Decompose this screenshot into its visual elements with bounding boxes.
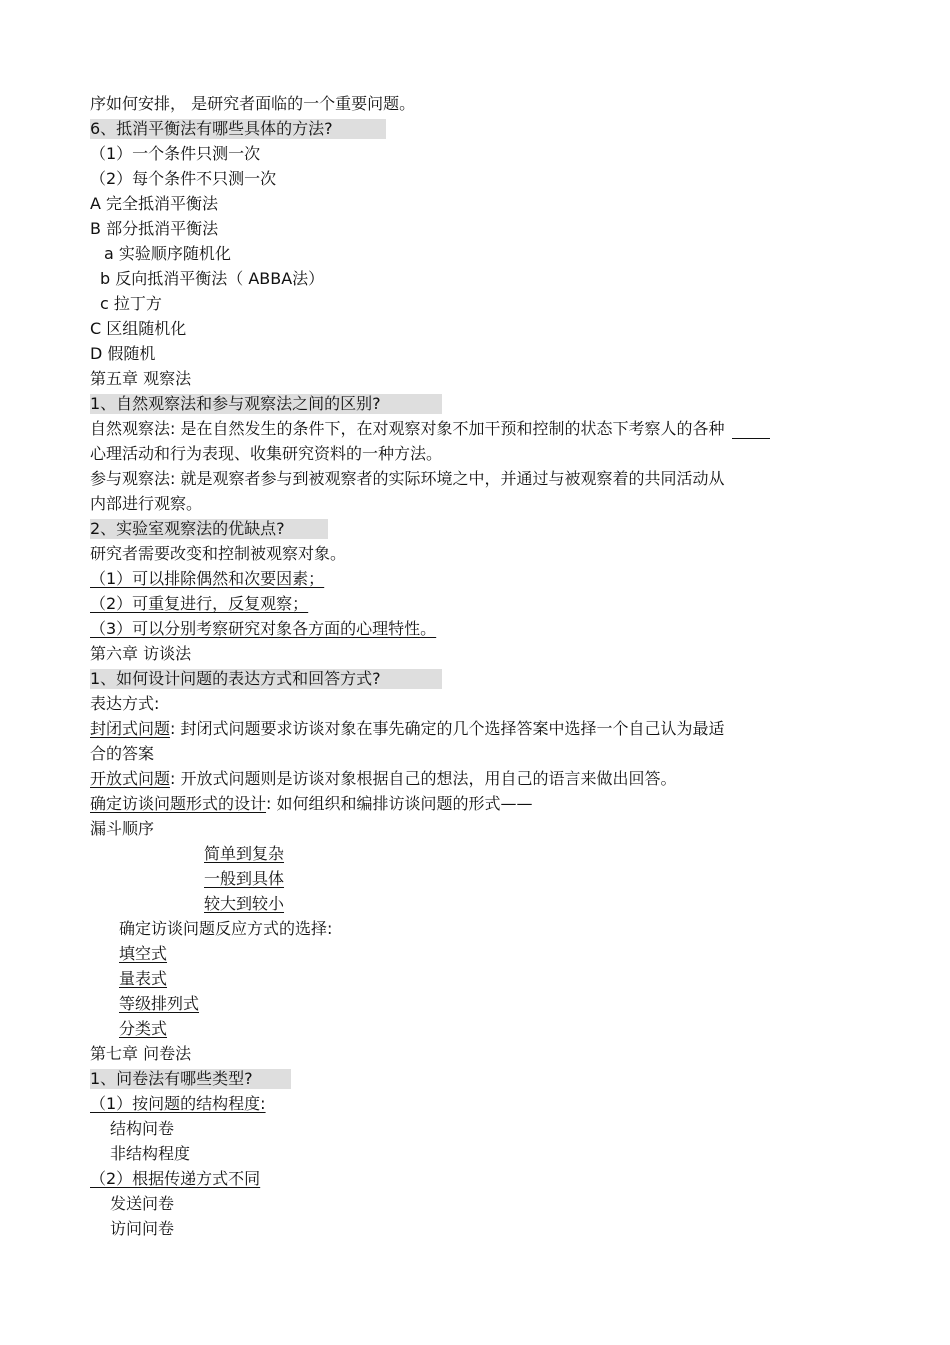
text-line: 漏斗顺序 (90, 819, 155, 838)
text-line (90, 419, 770, 439)
chapter-title: 第六章 访谈法 (90, 644, 192, 663)
text-span: 自然观察法: 是在自然发生的条件下，在对观察对象不加干预和控制的状态下考察人的各种 (90, 419, 725, 438)
list-item: 较大到较小 (204, 894, 285, 913)
list-item: 一般到具体 (204, 869, 285, 888)
text-line: （1）按问题的结构程度: (90, 1094, 266, 1113)
list-item: 量表式 (119, 969, 168, 988)
text-line (90, 769, 677, 789)
text-line: 发送问卷 (110, 1194, 175, 1213)
text-line: D 假随机 (90, 344, 156, 363)
text-span: : 开放式问题则是访谈对象根据自己的想法，用自己的语言来做出回答。 (170, 769, 677, 788)
text-line: （1）一个条件只测一次 (90, 144, 261, 163)
text-line: 表达方式: (90, 694, 160, 713)
question-heading: 2、实验室观察法的优缺点? (90, 519, 328, 539)
text-line: 确定访谈问题反应方式的选择: (119, 919, 333, 938)
question-heading: 6、抵消平衡法有哪些具体的方法? (90, 119, 386, 139)
blank-line (732, 421, 770, 439)
text-line: C 区组随机化 (90, 319, 187, 338)
text-line: 访问问卷 (110, 1219, 175, 1238)
text-line: （2）每个条件不只测一次 (90, 169, 277, 188)
term-label: 开放式问题 (90, 769, 171, 788)
question-heading: 1、问卷法有哪些类型? (90, 1069, 291, 1089)
chapter-title: 第五章 观察法 (90, 369, 192, 388)
text-line: 研究者需要改变和控制被观察对象。 (90, 544, 347, 563)
question-heading: 1、如何设计问题的表达方式和回答方式? (90, 669, 442, 689)
text-line: 心理活动和行为表现、收集研究资料的一种方法。 (90, 444, 443, 463)
text-line: （2）根据传递方式不同 (90, 1169, 261, 1188)
text-line: 序如何安排， 是研究者面临的一个重要问题。 (90, 94, 416, 113)
list-item: 等级排列式 (119, 994, 200, 1013)
text-line: 合的答案 (90, 744, 155, 763)
text-line: A 完全抵消平衡法 (90, 194, 219, 213)
list-item: 填空式 (119, 944, 168, 963)
term-label: 封闭式问题 (90, 719, 171, 738)
question-heading: 1、自然观察法和参与观察法之间的区别? (90, 394, 442, 414)
text-line: a 实验顺序随机化 (104, 244, 231, 263)
text-line: 内部进行观察。 (90, 494, 203, 513)
text-line: b 反向抵消平衡法（ ABBA法） (100, 269, 325, 288)
text-line: 非结构程度 (110, 1144, 191, 1163)
text-line: （2）可重复进行，反复观察； (90, 594, 309, 613)
text-line: B 部分抵消平衡法 (90, 219, 219, 238)
list-item: 简单到复杂 (204, 844, 285, 863)
term-label: 确定访谈问题形式的设计 (90, 794, 267, 813)
text-line: （1）可以排除偶然和次要因素； (90, 569, 325, 588)
text-line: 参与观察法: 就是观察者参与到被观察者的实际环境之中，并通过与被观察着的共同活动从 (90, 469, 725, 488)
text-span: : 封闭式问题要求访谈对象在事先确定的几个选择答案中选择一个自己认为最适 (170, 719, 725, 738)
text-line (90, 794, 533, 814)
chapter-title: 第七章 问卷法 (90, 1044, 192, 1063)
text-line (90, 719, 725, 739)
list-item: 分类式 (119, 1019, 168, 1038)
text-line: 结构问卷 (110, 1119, 175, 1138)
text-line: （3）可以分别考察研究对象各方面的心理特性。 (90, 619, 437, 638)
text-line: c 拉丁方 (100, 294, 162, 313)
text-span: : 如何组织和编排访谈问题的形式—— (266, 794, 533, 813)
